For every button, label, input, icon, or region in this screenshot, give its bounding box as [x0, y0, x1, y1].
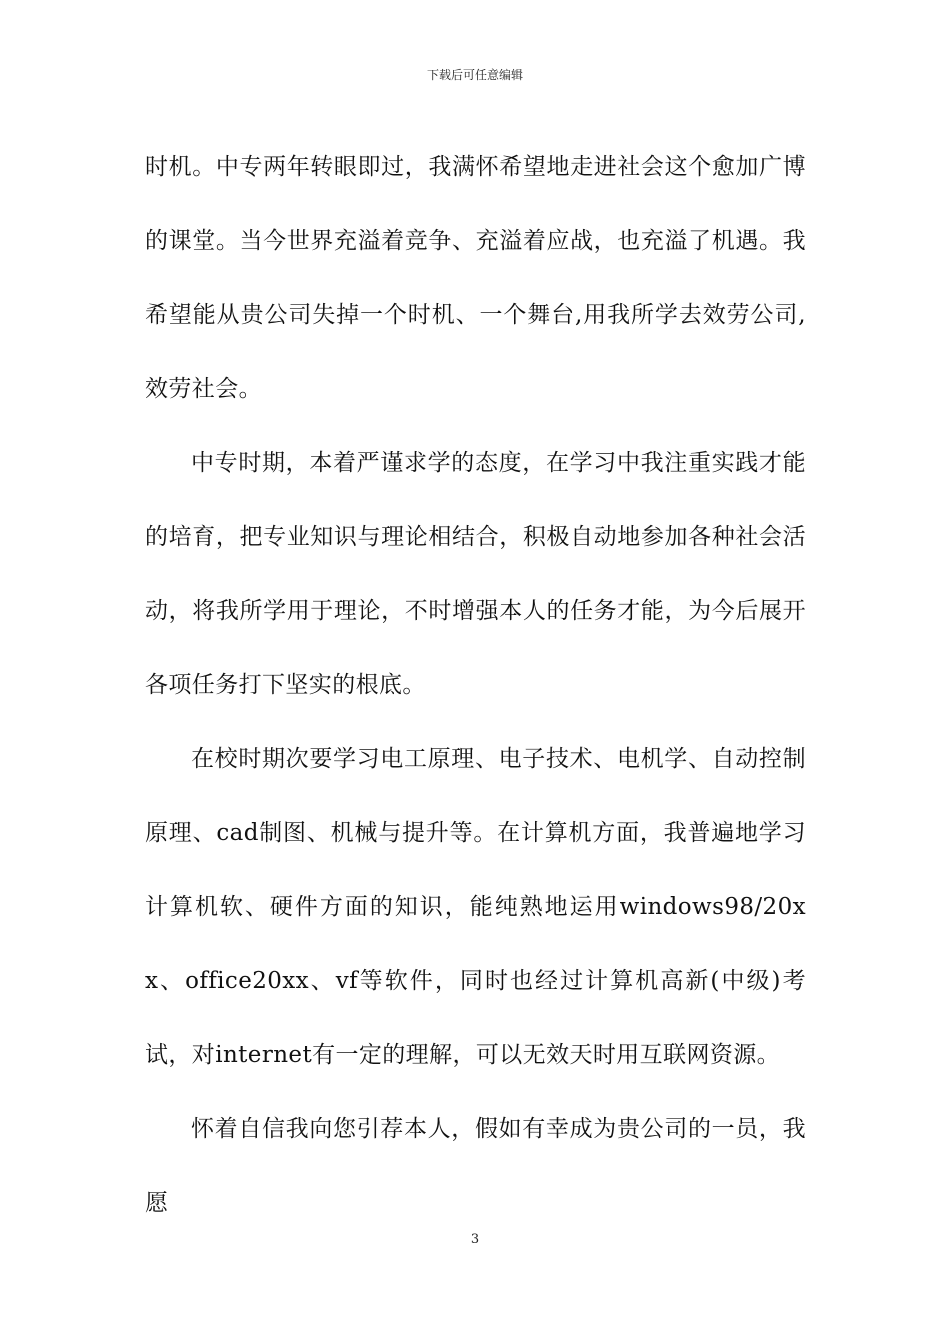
page-header: 下载后可任意编辑: [426, 68, 523, 82]
paragraph-1: 时机。中专两年转眼即过，我满怀希望地走进社会这个愈加广博的课堂。当今世界充溢着竞争、充溢着应战，也充溢了机遇。我希望能从贵公司失掉一个时机、一个舞台,用我所学去效劳公司,效劳社会。: [145, 154, 806, 402]
paragraph-2: 中专时期，本着严谨求学的态度，在学习中我注重实践才能的培育，把专业知识与理论相结合，积极自动地参加各种社会活动，将我所学用于理论，不时增强本人的任务才能，为今后展开各项任务打下坚实的根底。: [145, 450, 806, 698]
document-body: [145, 130, 806, 1240]
paragraph-4: 怀着自信我向您引荐本人，假如有幸成为贵公司的一员，我愿: [145, 1116, 806, 1216]
paragraph-3: 在校时期次要学习电工原理、电子技术、电机学、自动控制原理、cad制图、机械与提升等。在计算机方面，我普遍地学习计算机软、硬件方面的知识，能纯熟地运用windows98/20xx、office20xx、vf等软件，同时也经过计算机高新(中级)考试，对internet有一定的理解，可以无效天时用互联网资源。: [145, 746, 806, 1068]
page-number: 3: [470, 1232, 480, 1247]
